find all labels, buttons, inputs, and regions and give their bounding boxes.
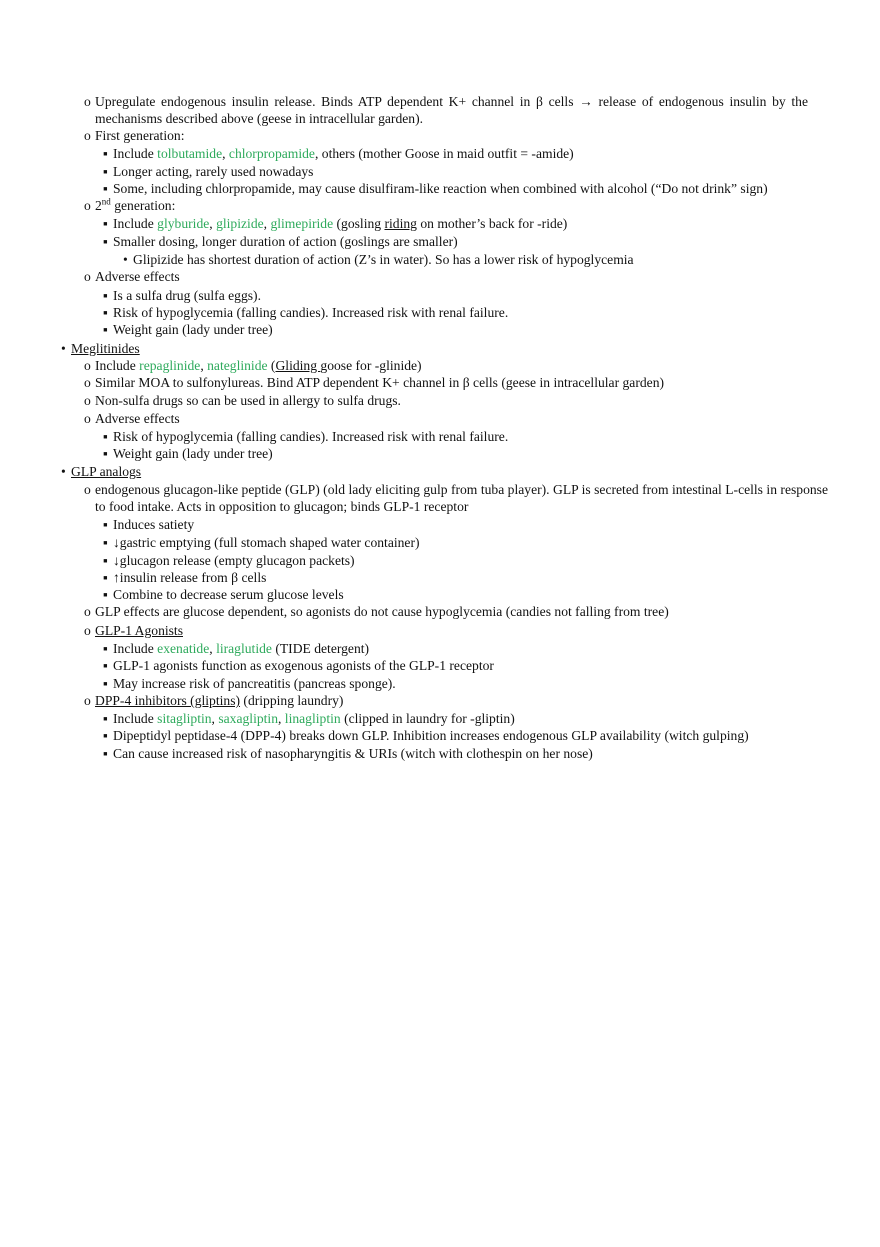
glp-dpp4-title: DPP-4 inhibitors (gliptins) (dripping laundry) — [95, 693, 344, 708]
su-gen1-label: First generation: — [95, 128, 185, 143]
meg-ae-label: Adverse effects — [95, 411, 180, 426]
meg-ae2: Weight gain (lady under tree) — [113, 446, 273, 461]
marker-square: ▪ — [103, 164, 108, 179]
glp-e2: ↓gastric emptying (full stomach shaped water container) — [113, 535, 420, 550]
marker-square: ▪ — [103, 658, 108, 673]
glp-e3: ↓glucagon release (empty glucagon packets) — [113, 553, 355, 568]
glp-agonists-b2: GLP-1 agonists function as exogenous agonists of the GLP-1 receptor — [113, 658, 494, 673]
meg-include: Include repaglinide, nateglinide (Gliding goose for -glinide) — [95, 358, 422, 373]
glp-agonists-include: Include exenatide, liraglutide (TIDE detergent) — [113, 641, 370, 656]
meg-o3: Non-sulfa drugs so can be used in allergy to sulfa drugs. — [95, 393, 401, 408]
marker-square: ▪ — [103, 535, 108, 550]
marker-square: ▪ — [103, 517, 108, 532]
marker-square: ▪ — [103, 305, 108, 320]
su-ae-label: Adverse effects — [95, 269, 180, 284]
glp-title: GLP analogs — [71, 464, 142, 479]
marker-o: o — [84, 128, 91, 143]
marker-square: ▪ — [103, 146, 108, 161]
su-ae-b2: Risk of hypoglycemia (falling candies). Increased risk with renal failure. — [113, 305, 509, 320]
marker-o: o — [84, 375, 91, 390]
su-gen2-b3: Glipizide has shortest duration of action (Z’s in water). So has a lower risk of hypoglycemia — [133, 252, 634, 267]
marker-o: o — [84, 269, 91, 284]
drug-chlorpropamide: chlorpropamide — [228, 146, 315, 161]
marker-o: o — [84, 623, 91, 638]
su-gen1-b2: Longer acting, rarely used nowadays — [113, 164, 314, 179]
marker-square: ▪ — [103, 728, 108, 743]
drug-linagliptin: linagliptin — [284, 711, 341, 726]
drug-glimepiride: glimepiride — [270, 216, 334, 231]
glp-dpp4-b3: Can cause increased risk of nasopharyngitis & URIs (witch with clothespin on her nose) — [113, 746, 593, 761]
drug-repaglinide: repaglinide — [139, 358, 201, 373]
drug-exenatide: exenatide — [157, 641, 210, 656]
glp-e4: ↑insulin release from β cells — [113, 570, 267, 585]
su-gen2-label: 2nd generation: — [95, 196, 176, 213]
glp-e1: Induces satiety — [113, 517, 195, 532]
meg-ae1: Risk of hypoglycemia (falling candies). Increased risk with renal failure. — [113, 429, 509, 444]
meg-title: Meglitinides — [71, 341, 140, 356]
su-gen1-include: Include tolbutamide, chlorpropamide, others (mother Goose in maid outfit = -amide) — [113, 146, 574, 161]
drug-liraglutide: liraglutide — [216, 641, 272, 656]
su-moa-text: Upregulate endogenous insulin release. Binds ATP dependent K+ channel in β cells → release of endogenous insulin by the mechanisms described above (geese in intracellular garden). — [95, 94, 808, 126]
drug-glipizide: glipizide — [216, 216, 264, 231]
marker-square: ▪ — [103, 641, 108, 656]
marker-square: ▪ — [103, 746, 108, 761]
drug-nateglinide: nateglinide — [207, 358, 268, 373]
marker-bullet: • — [61, 341, 66, 356]
marker-o: o — [84, 604, 91, 619]
marker-square: ▪ — [103, 181, 108, 196]
marker-o: o — [84, 198, 91, 213]
marker-square: ▪ — [103, 322, 108, 337]
su-gen2-b2: Smaller dosing, longer duration of action (goslings are smaller) — [113, 234, 458, 249]
marker-square: ▪ — [103, 711, 108, 726]
meg-o2: Similar MOA to sulfonylureas. Bind ATP dependent K+ channel in β cells (geese in intracellular garden) — [95, 375, 665, 390]
marker-o: o — [84, 411, 91, 426]
drug-tolbutamide: tolbutamide — [157, 146, 223, 161]
glp-agonists-title: GLP-1 Agonists — [95, 623, 183, 638]
marker-square: ▪ — [103, 676, 108, 691]
drug-sitagliptin: sitagliptin — [157, 711, 212, 726]
glp-o2: GLP effects are glucose dependent, so agonists do not cause hypoglycemia (candies not falling from tree) — [95, 604, 669, 619]
su-ae-b3: Weight gain (lady under tree) — [113, 322, 273, 337]
glp-dpp4-b2: Dipeptidyl peptidase-4 (DPP-4) breaks down GLP. Inhibition increases endogenous GLP availability (witch gulping) — [113, 728, 749, 743]
su-gen2-include: Include glyburide, glipizide, glimepiride (gosling riding on mother’s back for -ride) — [113, 216, 568, 231]
drug-saxagliptin: saxagliptin — [218, 711, 278, 726]
marker-square: ▪ — [103, 216, 108, 231]
glp-dpp4-include: Include sitagliptin, saxagliptin, linagliptin (clipped in laundry for -gliptin) — [113, 711, 515, 726]
glp-o1: endogenous glucagon-like peptide (GLP) (old lady eliciting gulp from tuba player). GLP is secreted from intestinal L-cells in response to food intake. Acts in opposition to glucagon; binds GLP-1 receptor — [95, 482, 828, 514]
drug-glyburide: glyburide — [157, 216, 210, 231]
marker-o: o — [84, 693, 91, 708]
marker-square: ▪ — [103, 446, 108, 461]
marker-square: ▪ — [103, 234, 108, 249]
marker-square: ▪ — [103, 587, 108, 602]
marker-square: ▪ — [103, 288, 108, 303]
marker-bullet: • — [123, 252, 128, 267]
marker-bullet: • — [61, 464, 66, 479]
marker-square: ▪ — [103, 553, 108, 568]
glp-agonists-b3: May increase risk of pancreatitis (pancreas sponge). — [113, 676, 396, 691]
marker-square: ▪ — [103, 570, 108, 585]
su-ae-b1: Is a sulfa drug (sulfa eggs). — [113, 288, 261, 303]
glp-e5: Combine to decrease serum glucose levels — [113, 587, 344, 602]
marker-o: o — [84, 358, 91, 373]
marker-o: o — [84, 94, 91, 109]
su-gen1-b3: Some, including chlorpropamide, may cause disulfiram-like reaction when combined with alcohol (“Do not drink” sign) — [113, 181, 768, 196]
marker-square: ▪ — [103, 429, 108, 444]
marker-o: o — [84, 482, 91, 497]
marker-o: o — [84, 393, 91, 408]
